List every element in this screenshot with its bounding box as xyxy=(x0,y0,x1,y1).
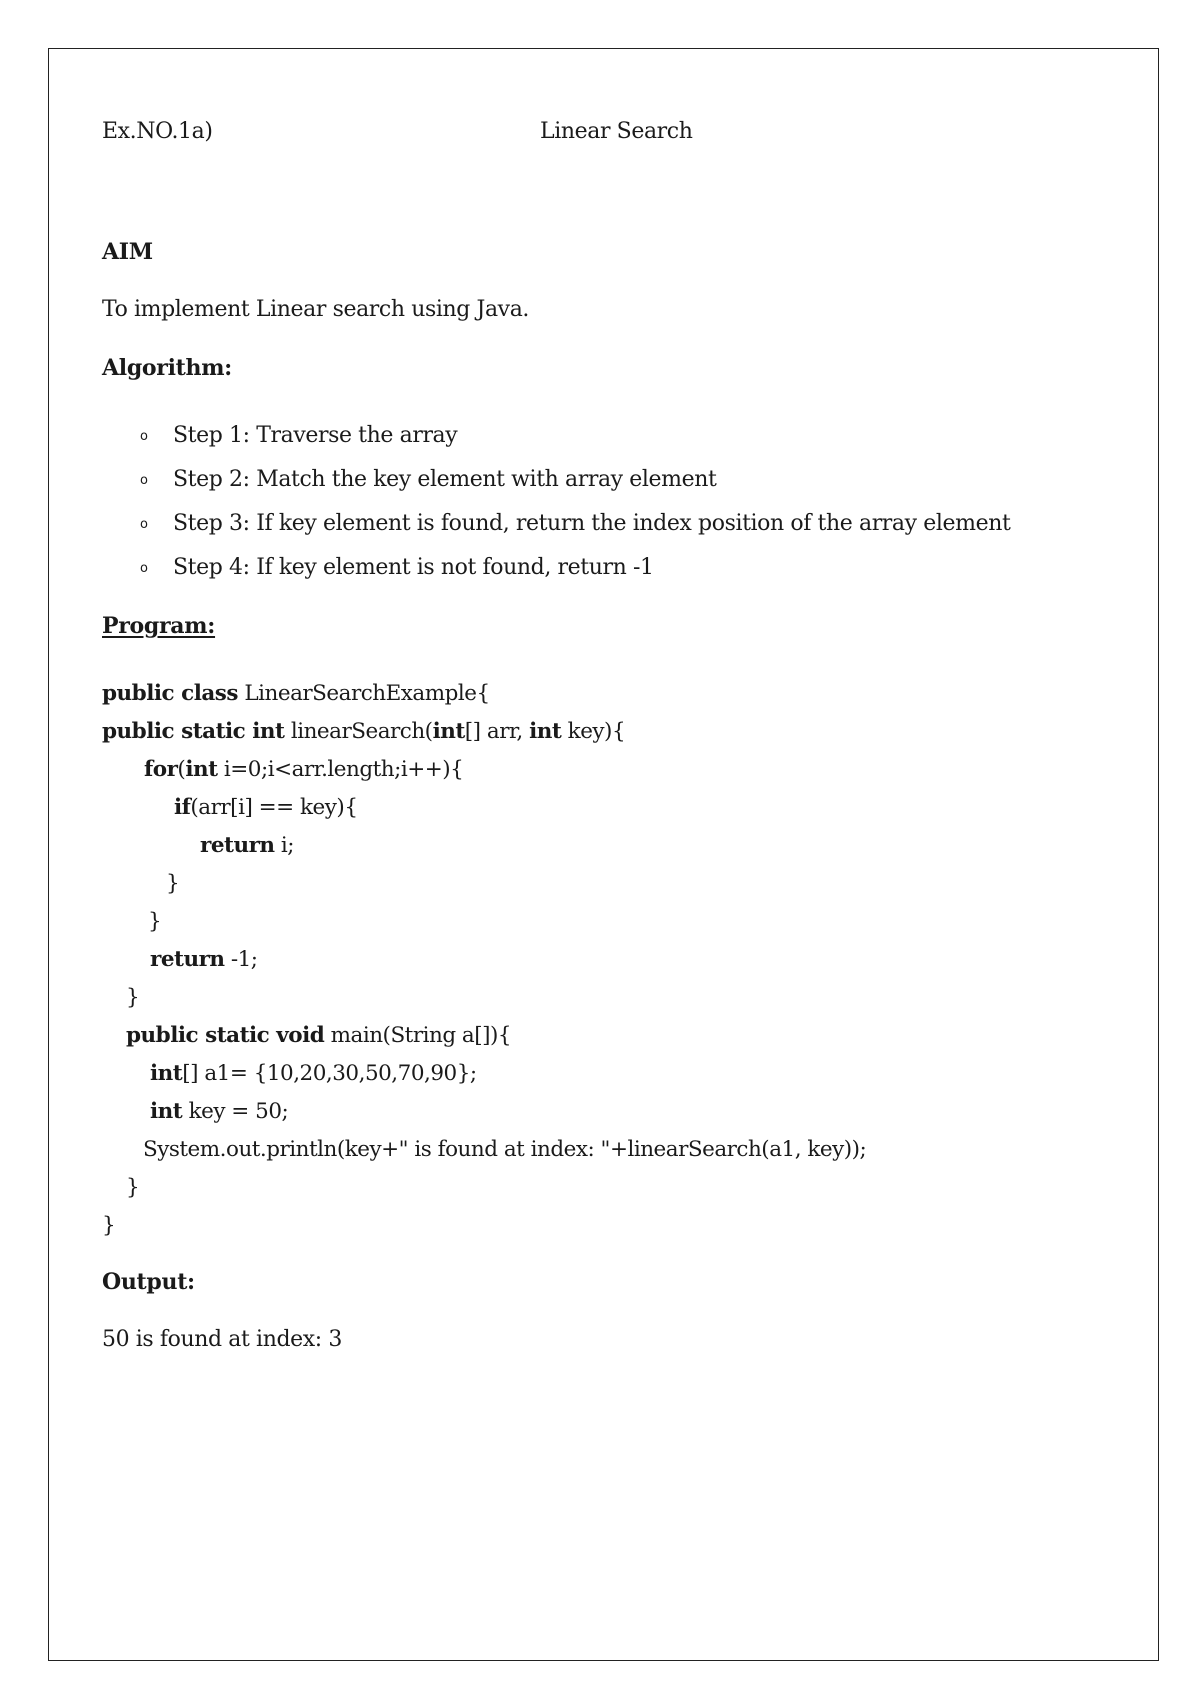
code-line xyxy=(200,833,294,859)
code-keyword: public class xyxy=(102,681,239,706)
code-text: (arr[i] == key){ xyxy=(190,795,358,820)
program-heading: Program: xyxy=(102,613,216,639)
code-keyword: public static void xyxy=(126,1023,325,1048)
code-text: key){ xyxy=(561,719,626,744)
code-line xyxy=(126,1023,511,1049)
code-line xyxy=(166,871,179,897)
code-line xyxy=(150,1061,477,1087)
bullet-marker: o xyxy=(140,517,148,532)
page-title: Linear Search xyxy=(540,119,693,144)
output-heading: Output: xyxy=(102,1269,195,1295)
bullet-marker: o xyxy=(140,561,148,576)
code-line xyxy=(144,757,463,783)
code-text: main(String a[]){ xyxy=(324,1023,512,1048)
code-text: linearSearch( xyxy=(284,719,433,744)
exercise-number: Ex.NO.1a) xyxy=(102,119,213,144)
code-keyword: int xyxy=(185,757,218,782)
code-line xyxy=(148,909,161,935)
code-text: -1; xyxy=(224,947,258,972)
bullet-marker: o xyxy=(140,473,148,488)
algorithm-heading: Algorithm: xyxy=(102,355,232,381)
code-keyword: public static int xyxy=(102,719,285,744)
code-text: } xyxy=(126,985,140,1010)
code-keyword: int xyxy=(529,719,562,744)
code-text: key = 50; xyxy=(182,1099,289,1124)
code-line xyxy=(102,1213,115,1239)
bullet-marker: o xyxy=(140,429,148,444)
code-line xyxy=(150,947,258,973)
code-keyword: int xyxy=(150,1099,183,1124)
code-text: } xyxy=(148,909,162,934)
code-text: System.out.println(key+" is found at index: "+linearSearch(a1, key)); xyxy=(143,1137,867,1162)
code-keyword: int xyxy=(150,1061,183,1086)
aim-heading: AIM xyxy=(102,239,153,265)
code-text: [] arr, xyxy=(464,719,530,744)
code-keyword: if xyxy=(174,795,191,820)
code-keyword: int xyxy=(432,719,465,744)
code-text: i=0;i<arr.length;i++){ xyxy=(217,757,464,782)
code-keyword: return xyxy=(150,947,225,972)
algorithm-step-4: Step 4: If key element is not found, return -1 xyxy=(173,555,654,580)
code-text: } xyxy=(126,1175,140,1200)
code-line xyxy=(102,681,490,707)
code-text: LinearSearchExample{ xyxy=(238,681,490,706)
code-line xyxy=(126,1175,139,1201)
code-line xyxy=(102,719,625,745)
aim-text: To implement Linear search using Java. xyxy=(102,297,530,322)
algorithm-step-1: Step 1: Traverse the array xyxy=(173,423,458,448)
code-line xyxy=(143,1137,866,1163)
code-keyword: return xyxy=(200,833,275,858)
code-line xyxy=(174,795,358,821)
code-line xyxy=(150,1099,288,1125)
output-text: 50 is found at index: 3 xyxy=(102,1327,342,1352)
code-text: i; xyxy=(274,833,294,858)
algorithm-step-3: Step 3: If key element is found, return the index position of the array element xyxy=(173,511,1011,536)
algorithm-step-2: Step 2: Match the key element with array element xyxy=(173,467,717,492)
code-text: [] a1= {10,20,30,50,70,90}; xyxy=(182,1061,477,1086)
code-line xyxy=(126,985,139,1011)
code-text: } xyxy=(102,1213,116,1238)
code-keyword: for xyxy=(144,757,178,782)
code-text: ( xyxy=(177,757,186,782)
code-text: } xyxy=(166,871,180,896)
